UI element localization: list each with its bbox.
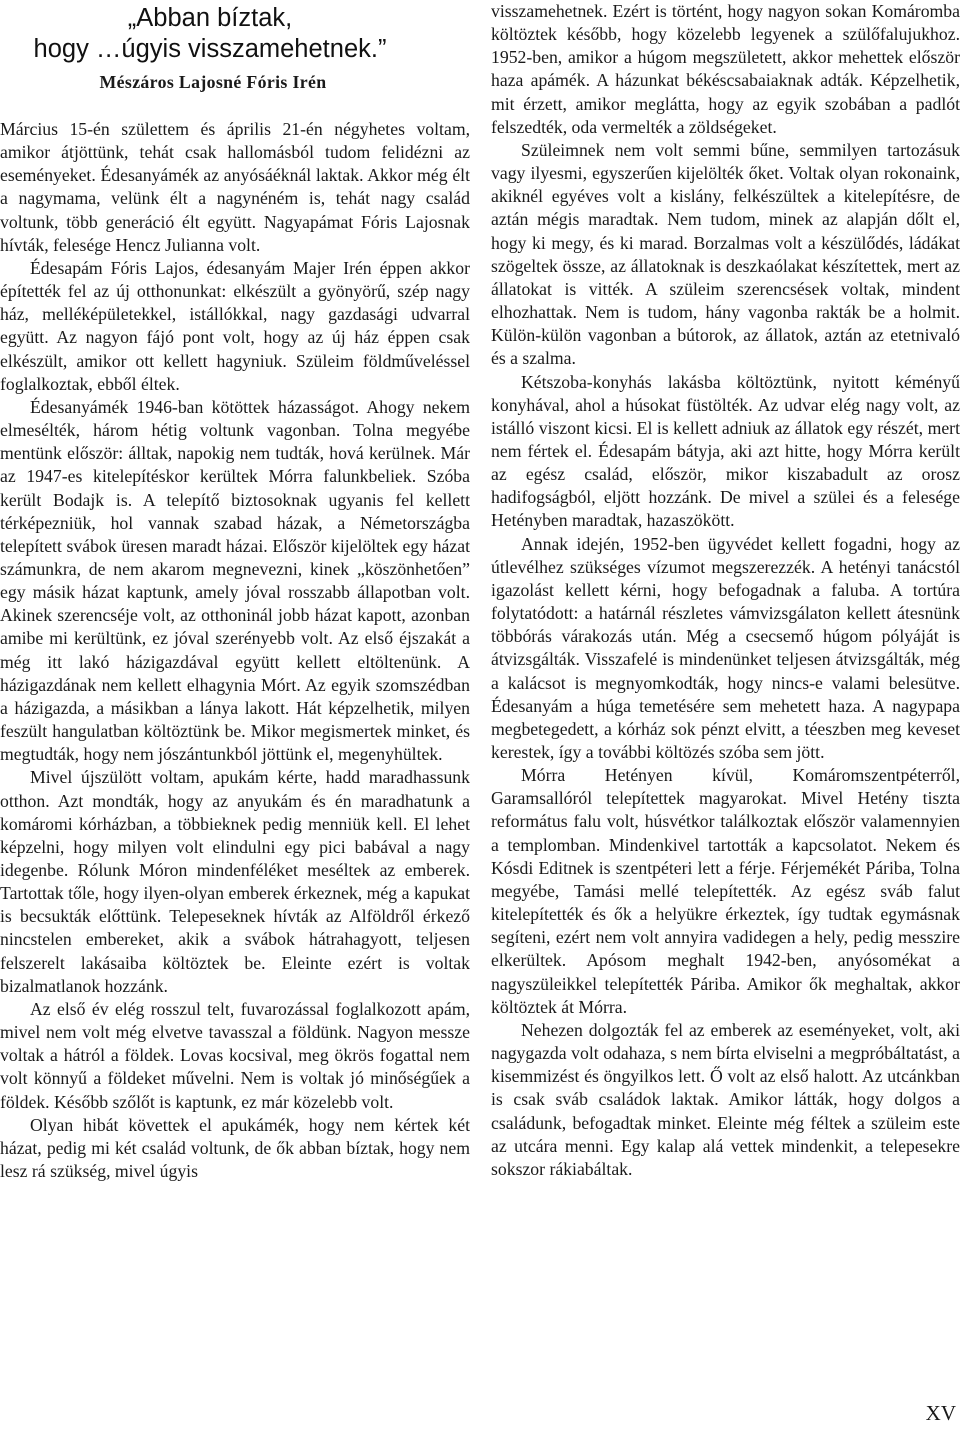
left-column-text (0, 118, 470, 1183)
paragraph: Mórra Hetényen kívül, Komáromszentpéterről, Garamsallóról telepítettek magyarokat. Mivel Hetény tiszta református falu volt, húsvétkor találkoztak először valamennyien a templomban. Mindenkivel tartották a kapcsolatot. Nekem és Kósdi Editnek is szentpéteri lett a férje. Férjemékét Páriba, Tolna megyébe, Tamási mellé telepítették. Az egész sváb falut kitelepítették és ők a helyükre érkeztek, így tudtak egymásnak segíteni, ezért nem volt annyira vadidegen a hely, pedig messzire elkerültek. Apósom meghalt 1942-ben, anyósomékat a nagyszüleikkel telepítették Páriba. Amikor ők meghaltak, akkor költöztek át Mórra. (491, 765, 960, 1017)
right-column-text (491, 0, 960, 1181)
article-title (0, 3, 470, 65)
paragraph: Az első év elég rosszul telt, fuvarozással foglalkozott apám, mivel nem volt még elvetve tavasszal a földünk. Nagyon messze voltak a hátról a földek. Lovas kocsival, meg ökrös fogattal nem volt könnyű a földeket művelni. Nem is voltak jó minőségűek a földek. Később szőlőt is kaptunk, ez már közelebb volt. (0, 998, 470, 1112)
author-name: Mészáros Lajosné Fóris Irén (99, 72, 327, 92)
paragraph: Nehezen dolgozták fel az emberek az eseményeket, volt, aki nagygazda volt odahaza, s nem bírta elviselni a megpróbáltatást, a kisemmizést és öngyilkos lett. Ő volt az első halott. Az utcánkban is csak sváb családok laktak. Amikor látták, hogy dolgos a családunk, befogadtak minket. Eleinte még féltek a szüleim este az utcára menni. Egy kalap alá vettek mindenkit, a telepesekre sokszor rákiabáltak. (491, 1019, 960, 1179)
paragraph: visszamehetnek. Ezért is történt, hogy nagyon sokan Komáromba költöztek később, hogy közelebb legyenek a szülőfalujukhoz. 1952-ben, amikor a húgom megszületett, akkor mehettek először haza apámék. A házunkat békéscsabaiaknak adták. Képzelhetik, mit érzett, amikor meglátta, hogy az egyik szobában a padlót felszedték, oda vermelték a zöldségeket. (491, 1, 960, 137)
paragraph: Annak idején, 1952-ben ügyvédet kellett fogadni, hogy az útlevélhez szükséges vízumot megszerezzék. A hetényi tanácstól igazolást kellett kérni, hogy befogadnak a faluba. A tortúra folytatódott: a határnál részletes vámvizsgálaton kellett átesnünk többórás várakozás után. Még a csecsemő húgom pólyáját is átvizsgálták. Visszafelé is mindenünket teljesen átvizsgálták, még a kalácsot is megnyomkodták, hogy nincs-e valami belesütve. Édesanyám a húga temetésére sem mehetett haza. A nagypapa megbetegedett, a kórház sok pénzt elvitt, a téeszben meg keveset kerestek, így a további költözés szóba sem jött. (491, 533, 960, 762)
paragraph: Édesapám Fóris Lajos, édesanyám Majer Irén éppen akkor építették fel az új otthonunkat: elkészült a gyönyörű, szép nagy ház, melléképületekkel, istállókkal, nagy gazdasági udvarral együtt. Az nagyon fájó pont volt, hogy az új ház éppen csak elkészült, amikor ott kellett hagyniuk. Szüleim földműveléssel foglalkoztak, ebből éltek. (0, 257, 470, 394)
left-column (0, 0, 470, 1183)
paragraph: Kétszoba-konyhás lakásba költöztünk, nyitott kéményű konyhával, ahol a húsokat füstölték. Az udvar elég nagy volt, az istálló viszont kicsi. El is kellett adniuk az állatok egy részét, mert nem fértek el. Édesapám bátyja, aki azt hitte, hogy Mórra került az egész család, először, mikor kiszabadult az orosz hadifogságból, eljött hozzánk. De mivel a szülei és a felesége Hetényben maradtak, hazaszökött. (491, 371, 960, 531)
paragraph: Olyan hibát követtek el apukámék, hogy nem kértek két házat, pedig mi két család voltunk, de ők abban bíztak, hogy nem lesz rá szükség, mivel úgyis (0, 1114, 470, 1182)
paragraph: Mivel újszülött voltam, apukám kérte, hadd maradhassunk otthon. Azt mondták, hogy az anyukám és én maradhatunk a komáromi kórházban, a többieknek pedig menniük kell. El lehet képzelni, hogy milyen volt elindulni egy pici babával a nagy idegenbe. Rólunk Móron mindenféléket meséltek az emberek. Tartottak tőle, hogy ilyen-olyan emberek érkeznek, még a kapukat is becsukták előttünk. Telepeseknek hívták az Alföldről érkező nincstelen embereket, akik a svábok hátrahagyott, teljesen felszerelt lakásaiba költöztek be. Eleinte ezért is voltak bizalmatlanok hozzánk. (0, 767, 470, 996)
paragraph: Édesanyámék 1946-ban kötöttek házasságot. Ahogy nekem elmesélték, három hétig voltunk vagonban. Tolna megyébe mentünk először: álltak, napokig nem tudták, hová kerülnek. Már az 1947-es kitelepítéskor kerültek Mórra falunkbeliek. Szóba került Bodajk is. A telepítő biztosoknak ugyanis fel kellett térképezniük, hol vannak szabad házak, a Németországba telepített svábok üresen maradt házai. Először kijelöltek egy házat számunkra, de nem akarom megnevezni, kinek „köszönhetően” egy másik házat kaptunk, amely jóval rosszabb állapotban volt. Akinek szerencséje volt, az otthoninál jobb házat kapott, azonban amibe mi kerültünk, ez jóval szerényebb volt. Az első éjszakát a még itt lakó házigazdával együtt kellett eltöltenünk. A házigazdának nem kellett elhagynia Mórt. Az egyik szomszédban a házigazda, a másikban a lánya lakott. Hát képzelhetik, milyen feszült hangulatban költöztünk be. Mikor megismertek minket, és megtudták, hogy nem jószántunkból jöttünk el, megenyhültek. (0, 396, 470, 765)
right-column (491, 0, 960, 1181)
title-line-2: hogy …úgyis visszamehetnek.” (33, 35, 387, 63)
paragraph: Március 15-én születtem és április 21-én négyhetes voltam, amikor átjöttünk, tehát csak hallomásból tudom felidézni az eseményeket. Édesanyámék az anyósáéknál laktak. Akkor még élt a nagymama, velünk élt a nagynéném is, tehát nagy család voltunk, több generáció élt együtt. Nagyapámat Fóris Lajosnak hívták, felesége Hencz Julianna volt. (0, 119, 470, 255)
paragraph: Szüleimnek nem volt semmi bűne, semmilyen tartozásuk vagy ilyesmi, egyszerűen kijelölték őket. Voltak olyan rokonaink, akiknél egyéves volt a kislány, felkészültek a kitelepítésre, de aztán mégis maradtak. Nem tudom, minek az alapján dőlt el, hogy ki megy, és ki marad. Borzalmas volt a készülődés, ládákat szögeltek össze, az állatoknak is deszkaólakat készítettek, mert az állatokat is vitték. A szüleim szerencsések voltak, mindent elhozhattak. Nem is tudom, hány vagonba rakták be a holmit. Külön-külön vagonban a bútorok, az állatok, aztán az etetnivaló és a szalma. (491, 139, 960, 369)
title-line-1: „Abban bíztak, (127, 4, 293, 32)
page-number: XV (925, 1401, 956, 1425)
